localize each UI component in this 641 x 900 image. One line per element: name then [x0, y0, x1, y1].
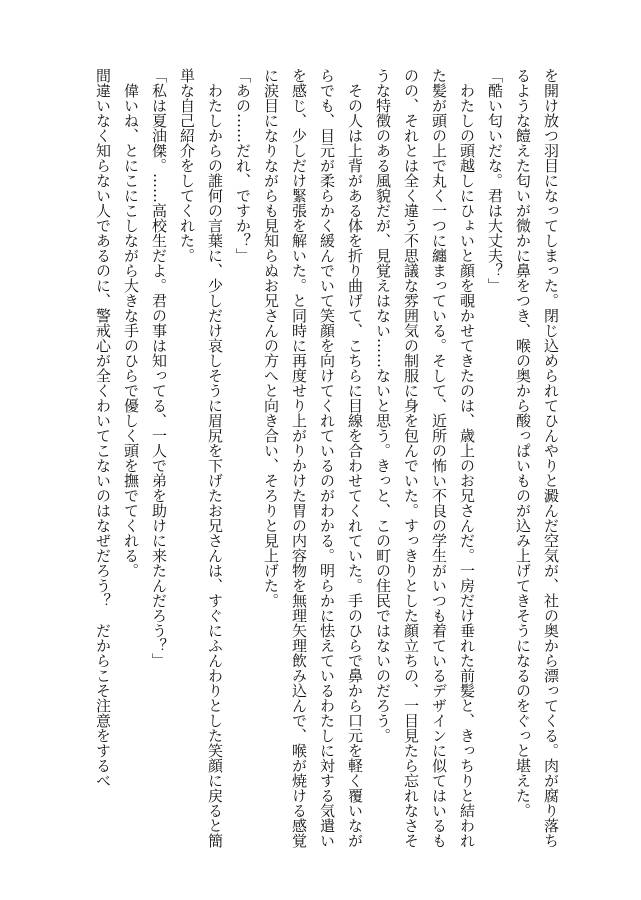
paragraph: 間違いなく知らない人であるのに、警戒心が全くわいてこないのはなぜだろう？ だからこそ注意をするべ	[94, 68, 112, 788]
dialogue-line: 「私は夏油傑。……高校生だよ。君の事は知ってる、一人で弟を助けに来たんだろう？」	[150, 68, 168, 668]
paragraph: 偉いね、とにこにこしながら大きな手のひらで優しく頭を撫でてくれる。	[122, 83, 140, 578]
dialogue-line: 「酷い匂いだな。君は大丈夫？」	[486, 68, 504, 293]
paragraph: わたしからの誰何の言葉に、少しだけ哀しそうに眉尻を下げたお兄さんは、すぐにふんわりとした笑顔に戻ると簡単な自己紹介をしてくれた。	[178, 68, 224, 848]
vertical-text-body	[89, 68, 565, 848]
dialogue-line: 「あの……だれ、ですか？」	[234, 68, 252, 263]
paragraph: を開け放つ羽目になってしまった。閉じ込められてひんやりと澱んだ空気が、社の奥から漂ってくる。肉が腐り落ちるような饐えた匂いが微かに鼻をつき、喉の奥から酸っぱいものが込み上げてきそうになるのをぐっと堪えた。	[514, 68, 560, 848]
paragraph: その人は上背がある体を折り曲げて、こちらに目線を合わせてくれていた。手のひらで鼻から口元を軽く覆いながらでも、目元が柔らかく緩んでいて笑顔を向けてくれているのがわかる。明らかに怯えているわたしに対する気遣いを感じ、少しだけ緊張を解いた。と同時に再度せり上がりかけた胃の内容物を無理矢理飲み込んで、喉が焼ける感覚に涙目になりながらも見知らぬお兄さんの方へと向き合い、そろりと見上げた。	[262, 68, 364, 848]
paragraph: わたしの頭越しにひょいと顔を覗かせてきたのは、歳上のお兄さんだ。一房だけ垂れた前髪と、きっちりと結われた髪が頭の上で丸く一つに纏まっている。そして、近所の怖い不良の学生がいつも着ているデザインに似てはいるものの、それとは全く違う不思議な雰囲気の制服に身を包んでいた。すっきりとした顔立ちの、一目見たら忘れなさそうな特徴のある風貌だが、見覚えはない……ないと思う。きっと、この町の住民ではないのだろう。	[374, 68, 476, 848]
